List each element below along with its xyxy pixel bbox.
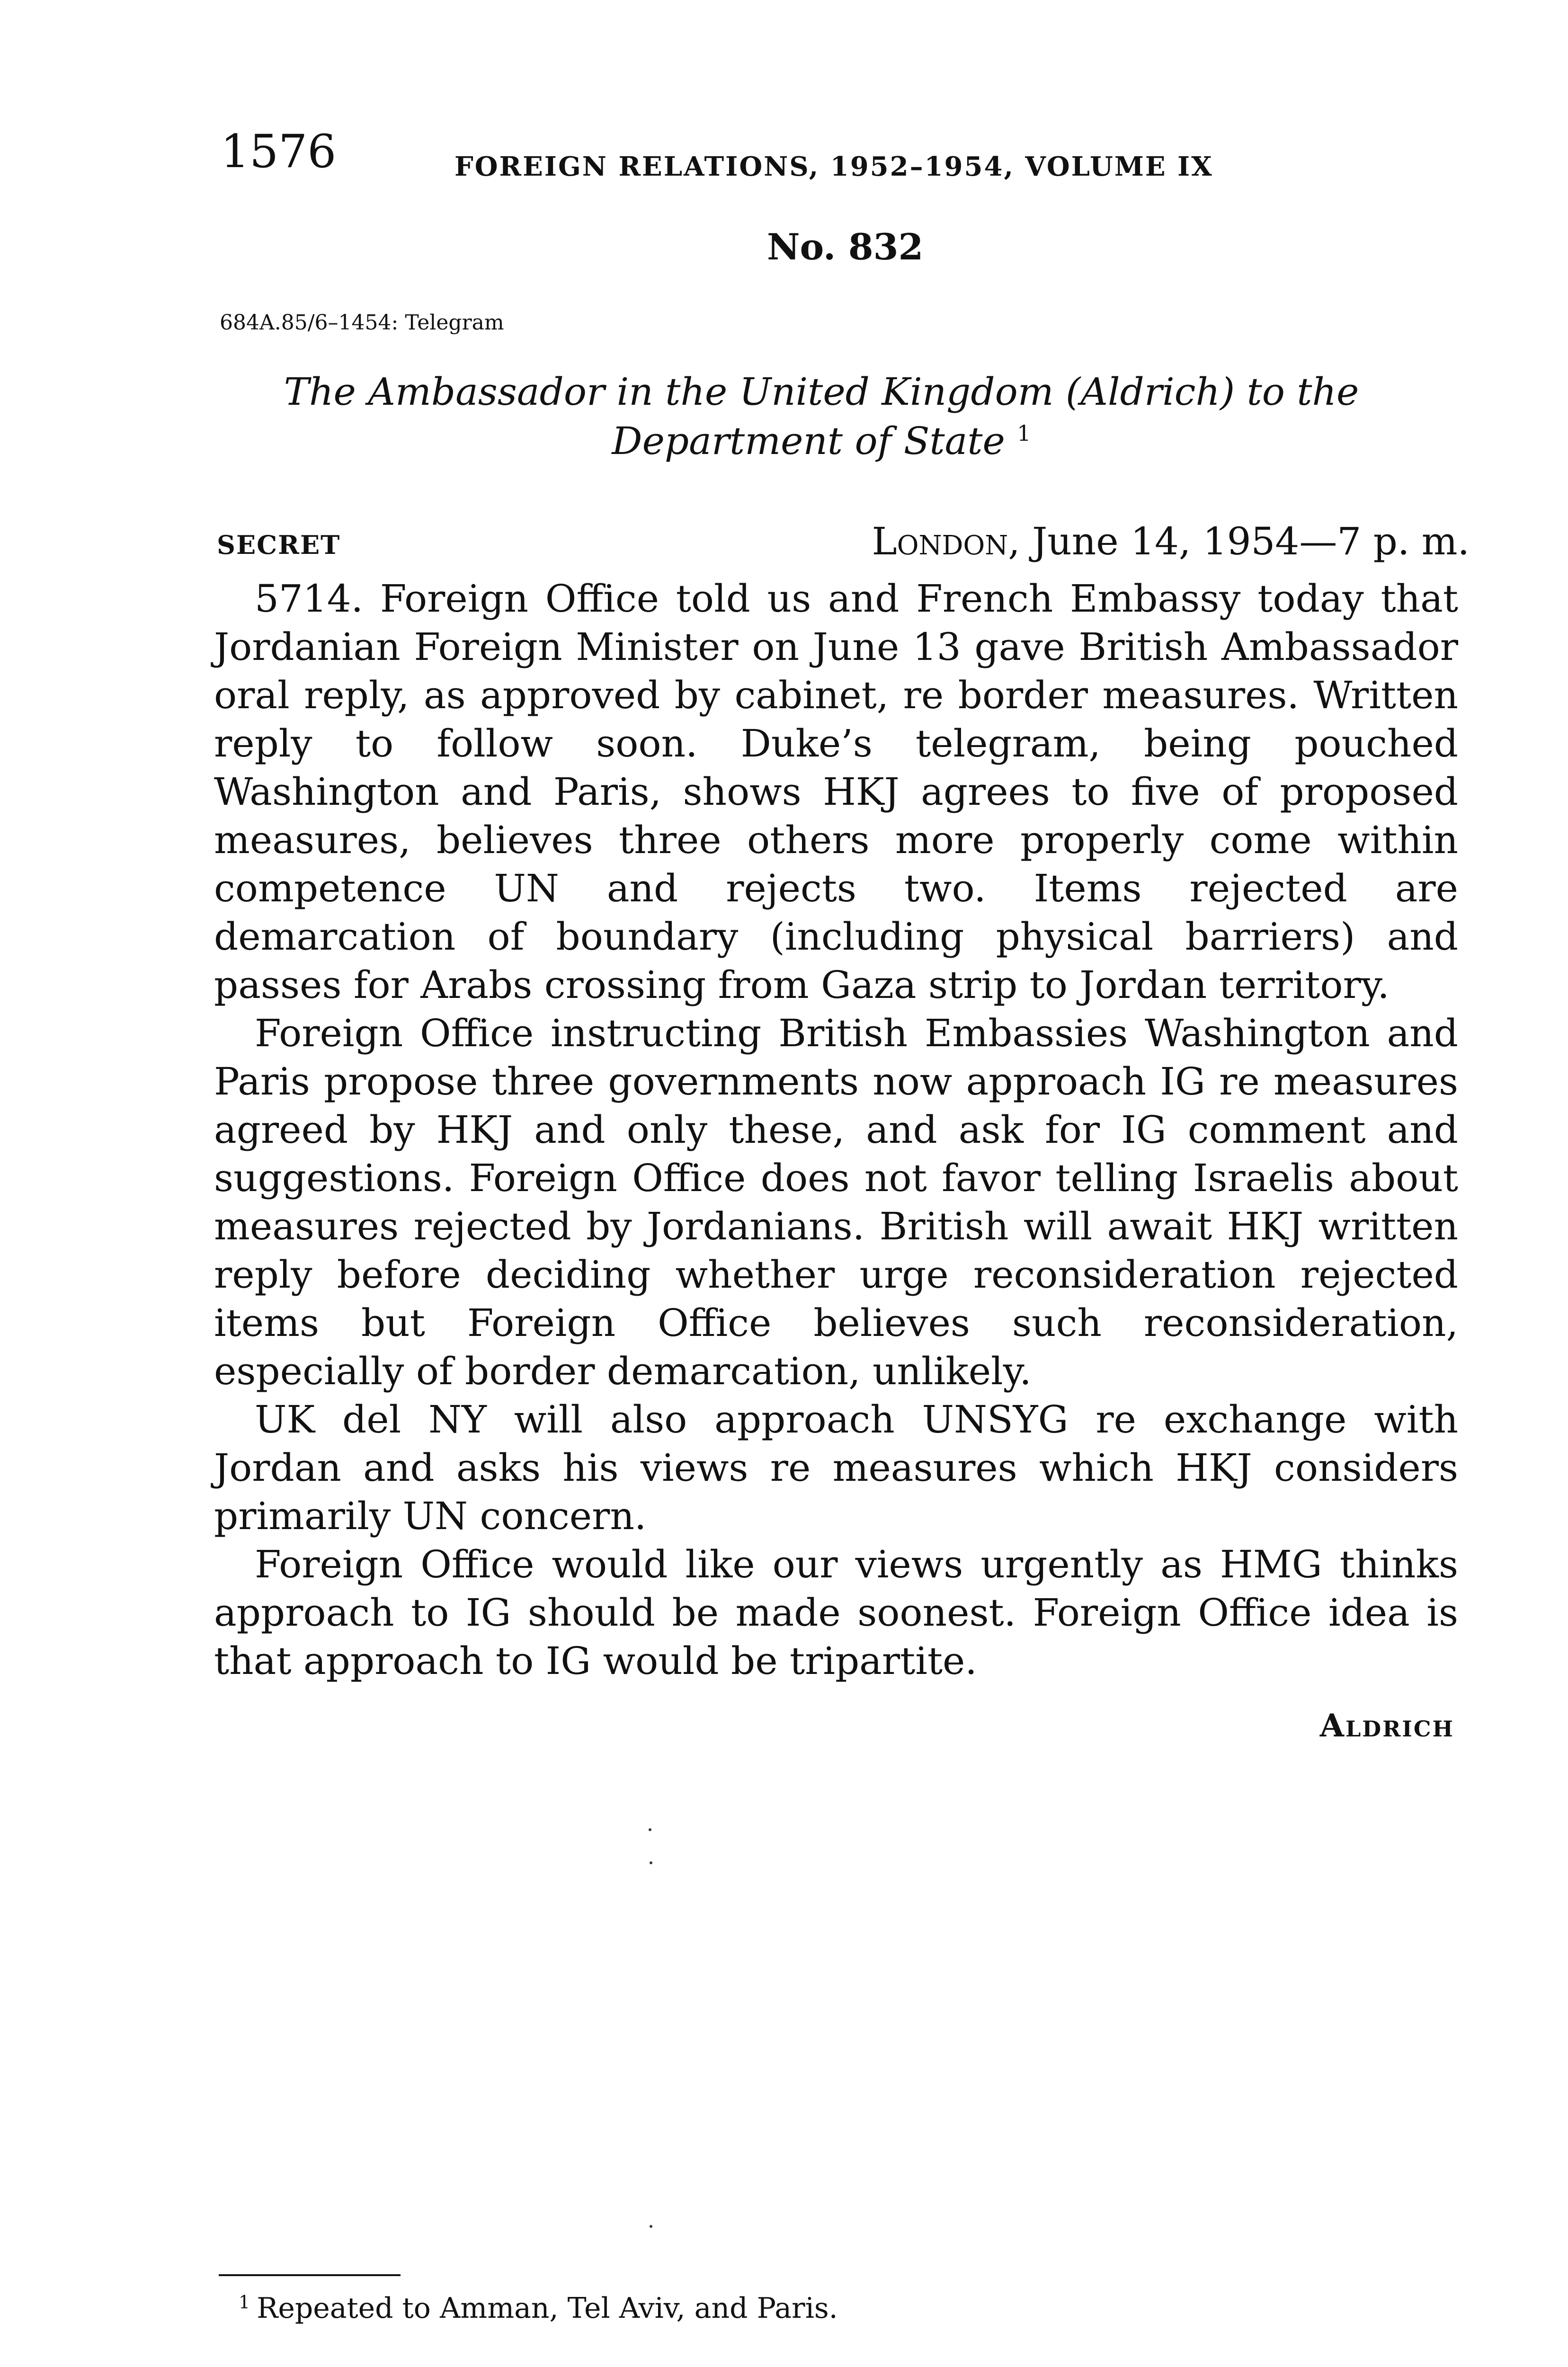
body-paragraph: 5714. Foreign Office told us and French Embassy today that Jordanian Foreign Minister on June 13 gave British Ambassador oral reply, as approved by cabinet, re border measures. Written reply to follow soon. Duke’s telegram, being pouched Washington and Paris, shows HKJ agrees to five of proposed measures, believes three others more properly come within competence UN and rejects two. Items rejected are demarcation of boundary (including physical barriers) and passes for Arabs crossing from Gaza strip to Jordan territory. xyxy=(214,577,1458,1007)
document-title-text: The Ambassador in the United Kingdom (Aldrich) to the Department of State xyxy=(284,370,1359,463)
document-number: No. 832 xyxy=(767,226,924,268)
footnote-marker: 1 xyxy=(239,2292,250,2313)
footnote-divider xyxy=(219,2274,401,2276)
dateline-place: London, xyxy=(872,519,1020,563)
scan-speck xyxy=(650,2225,652,2228)
document-title xyxy=(256,367,1387,466)
telegram-body xyxy=(214,575,1458,1685)
signature: Aldrich xyxy=(1319,1707,1454,1744)
body-paragraph: UK del NY will also approach UNSYG re exchange with Jordan and asks his views re measures which HKJ considers primarily UN concern. xyxy=(214,1397,1458,1538)
dateline xyxy=(872,519,1470,563)
scan-speck xyxy=(650,1861,652,1864)
scan-speck xyxy=(649,1828,651,1831)
body-paragraph: Foreign Office instructing British Embassies Washington and Paris propose three governments now approach IG re measures agreed by HKJ and only these, and ask for IG comment and suggestions. Foreign Office does not favor telling Israelis about measures rejected by Jordanians. British will await HKJ written reply before deciding whether urge reconsideration rejected items but Foreign Office believes such reconsideration, especially of border demarcation, unlikely. xyxy=(214,1011,1458,1393)
page-number: 1576 xyxy=(221,125,337,178)
file-reference: 684A.85/6–1454: Telegram xyxy=(220,311,504,335)
body-paragraph: Foreign Office would like our views urgently as HMG thinks approach to IG should be made soonest. Foreign Office idea is that approach to IG would be tripartite. xyxy=(214,1542,1458,1683)
footnote xyxy=(239,2294,838,2323)
footnote-text: Repeated to Amman, Tel Aviv, and Paris. xyxy=(257,2292,838,2325)
dateline-date: June 14, 1954—7 p. m. xyxy=(1032,519,1470,563)
title-footnote-marker: 1 xyxy=(1017,420,1031,446)
classification-label: SECRET xyxy=(217,530,341,560)
running-head: FOREIGN RELATIONS, 1952–1954, VOLUME IX xyxy=(454,151,1213,182)
